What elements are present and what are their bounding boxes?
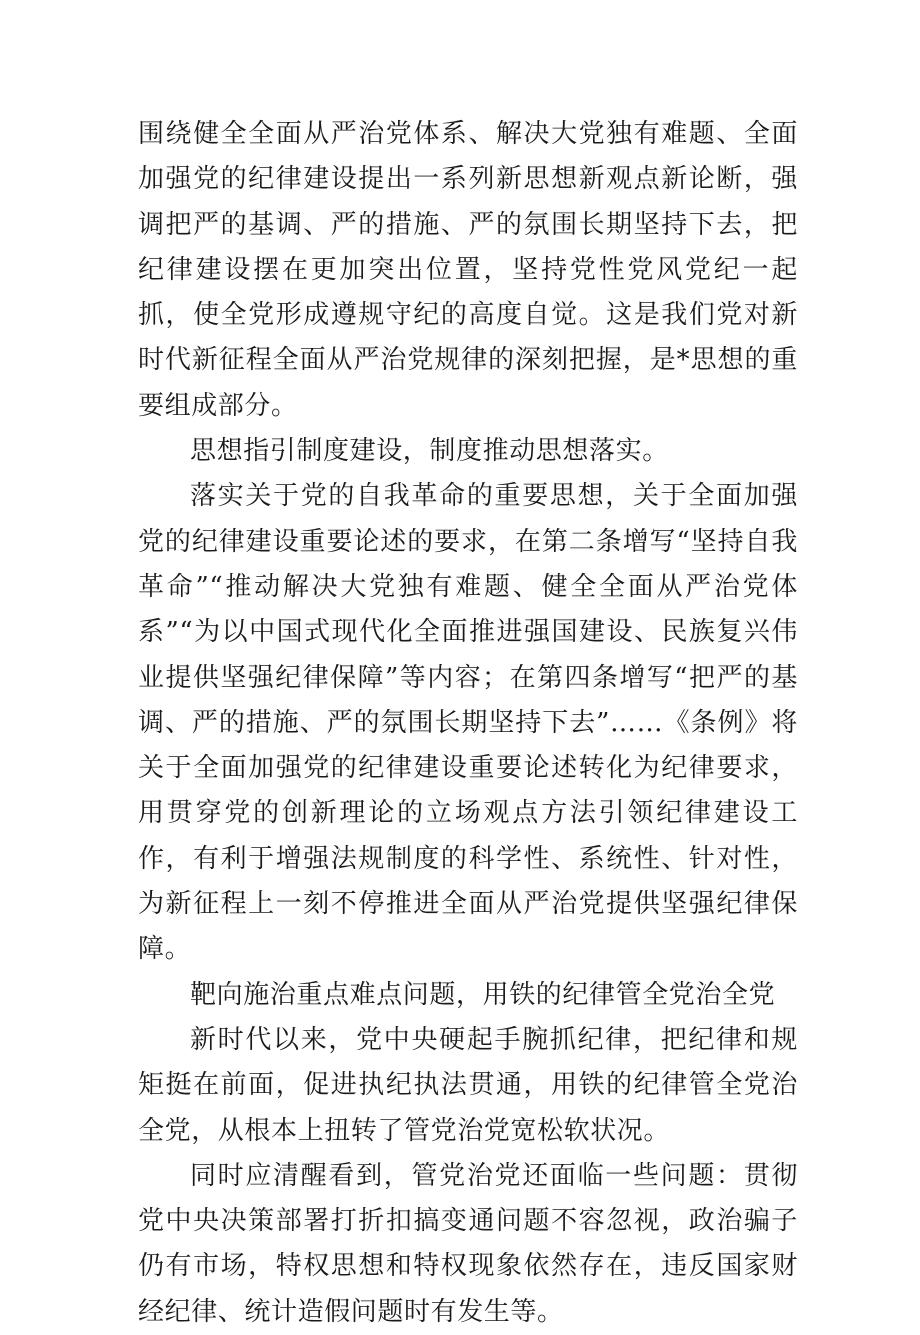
paragraph-3: 落实关于党的自我革命的重要思想，关于全面加强党的纪律建设重要论述的要求，在第二条增写“坚持自我革命”“推动解决大党独有难题、健全全面从严治党体系”“为以中国式现代化全面推进强国建设、民族复兴伟业提供坚强纪律保障”等内容；在第四条增写“把严的基调、严的措施、严的氛围长期坚持下去”……《条例》将关于全面加强党的纪律建设重要论述转化为纪律要求，用贯穿党的创新理论的立场观点方法引领纪律建设工作，有利于增强法规制度的科学性、系统性、针对性，为新征程上一刻不停推进全面从严治党提供坚强纪律保障。 <box>138 481 798 965</box>
paragraph-4-heading: 靶向施治重点难点问题，用铁的纪律管全党治全党 <box>190 979 776 1010</box>
paragraph-1: 围绕健全全面从严治党体系、解决大党独有难题、全面加强党的纪律建设提出一系列新思想新观点新论断，强调把严的基调、严的措施、严的氛围长期坚持下去，把纪律建设摆在更加突出位置，坚持党性党风党纪一起抓，使全党形成遵规守纪的高度自觉。这是我们党对新时代新征程全面从严治党规律的深刻把握，是*思想的重要组成部分。 <box>138 119 798 421</box>
document-body <box>138 112 798 1335</box>
paragraph-6: 同时应清醒看到，管党治党还面临一些问题：贯彻党中央决策部署打折扣搞变通问题不容忽视，政治骗子仍有市场，特权思想和特权现象依然存在，违反国家财经纪律、统计造假问题时有发生等。 <box>138 1160 798 1327</box>
paragraph-2-heading: 思想指引制度建设，制度推动思想落实。 <box>190 436 669 467</box>
paragraph-5: 新时代以来，党中央硬起手腕抓纪律，把纪律和规矩挺在前面，促进执纪执法贯通，用铁的纪律管全党治全党，从根本上扭转了管党治党宽松软状况。 <box>138 1024 798 1146</box>
